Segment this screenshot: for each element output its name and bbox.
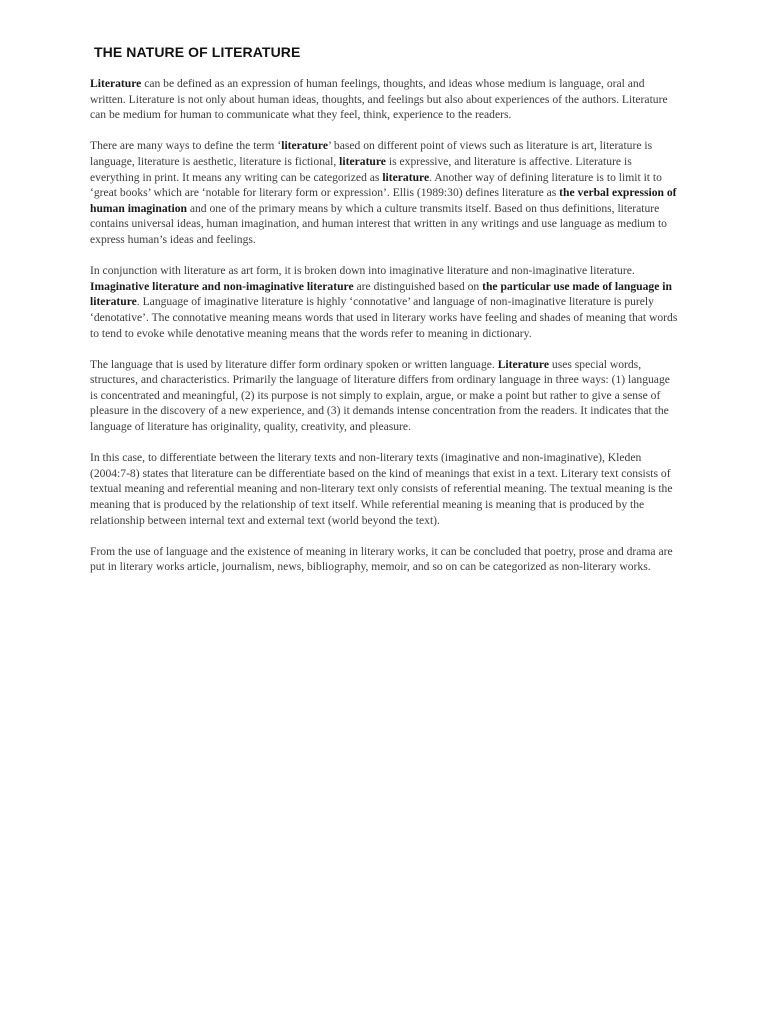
paragraph-text: The language that is used by literature differ form ordinary spoken or written language. xyxy=(90,357,498,371)
bold-text: the particular use made of language in literature xyxy=(90,279,672,309)
paragraph-text: are distinguished based on xyxy=(353,279,483,293)
bold-text: Imaginative literature and non-imaginative literature xyxy=(90,279,354,293)
paragraph xyxy=(90,357,680,435)
paragraph-text: In conjunction with literature as art form, it is broken down into imaginative literature and non-imaginative literature. xyxy=(90,264,635,278)
paragraph-text: ’ based on different point of views such as literature is art, literature is language, literature is aesthetic, literature is fictional, xyxy=(90,139,653,168)
paragraph-text: In this case, to differentiate between the literary texts and non-literary texts (imaginative and non-imaginative), Kleden (2004:7-8) states that literature can be differentiate based on the kind of meanings that exist in a text. Literary text consists of textual meaning and referential meaning and non-literary text only consists of referential meaning. The textual meaning is the meaning that is produced by the relationship of text itself. While referential meaning is meaning that is produced by the relationship between internal text and external text (world beyond the text). xyxy=(90,451,673,527)
paragraph-text: . Language of imaginative literature is highly ‘connotative’ and language of non-imaginative literature is purely ‘denotative’. The connotative meaning means words that used in literary works have feeling and shades of meaning that words to tend to evoke while denotative meaning means that the words refer to meaning in dictionary. xyxy=(90,295,678,340)
bold-text: Literature xyxy=(497,357,549,371)
document-body xyxy=(90,76,680,575)
paragraph xyxy=(90,138,680,247)
bold-text: the verbal expression of human imagination xyxy=(90,186,677,215)
bold-text: literature xyxy=(281,139,329,153)
document-page xyxy=(90,44,680,591)
paragraph xyxy=(90,76,680,123)
paragraph-text: . Another way of defining literature is to limit it to ‘great books’ which are ‘notable for literary form or expression’. Ellis (1989:30) defines literature as xyxy=(90,170,662,200)
paragraph-text: and one of the primary means by which a culture transmits itself. Based on thus definitions, literature contains universal ideas, human imagination, and human interest that written in any writings and use language as medium to express human’s ideas and feelings. xyxy=(90,201,667,246)
paragraph xyxy=(90,450,680,528)
paragraph xyxy=(90,544,680,575)
bold-text: literature xyxy=(382,170,430,184)
paragraph-text: is expressive, and literature is affective. Literature is everything in print. It means any writing can be categorized as xyxy=(90,154,632,184)
document-title: THE NATURE OF LITERATURE xyxy=(94,44,301,60)
bold-text: Literature xyxy=(90,77,142,90)
paragraph xyxy=(90,263,680,341)
paragraph-text: From the use of language and the existence of meaning in literary works, it can be concluded that poetry, prose and drama are put in literary works article, journalism, news, bibliography, memoir, and so on can be categorized as non-literary works. xyxy=(90,544,673,574)
paragraph-text: can be defined as an expression of human feelings, thoughts, and ideas whose medium is language, oral and written. Literature is not only about human ideas, thoughts, and feelings but also about experiences of the authors. Literature can be medium for human to communicate what they feel, think, experience to the readers. xyxy=(90,77,668,122)
paragraph-text: There are many ways to define the term ‘ xyxy=(90,139,282,153)
bold-text: literature xyxy=(339,154,386,168)
paragraph-text: uses special words, structures, and characteristics. Primarily the language of literature differs from ordinary language in three ways: (1) language is concentrated and meaningful, (2) its purpose is not simply to explain, argue, or make a point but rather to give a sense of pleasure in the discovery of a new experience, and (3) it demands intense concentration from the readers. It indicates that the language of literature has originality, quality, creativity, and pleasure. xyxy=(90,357,670,434)
